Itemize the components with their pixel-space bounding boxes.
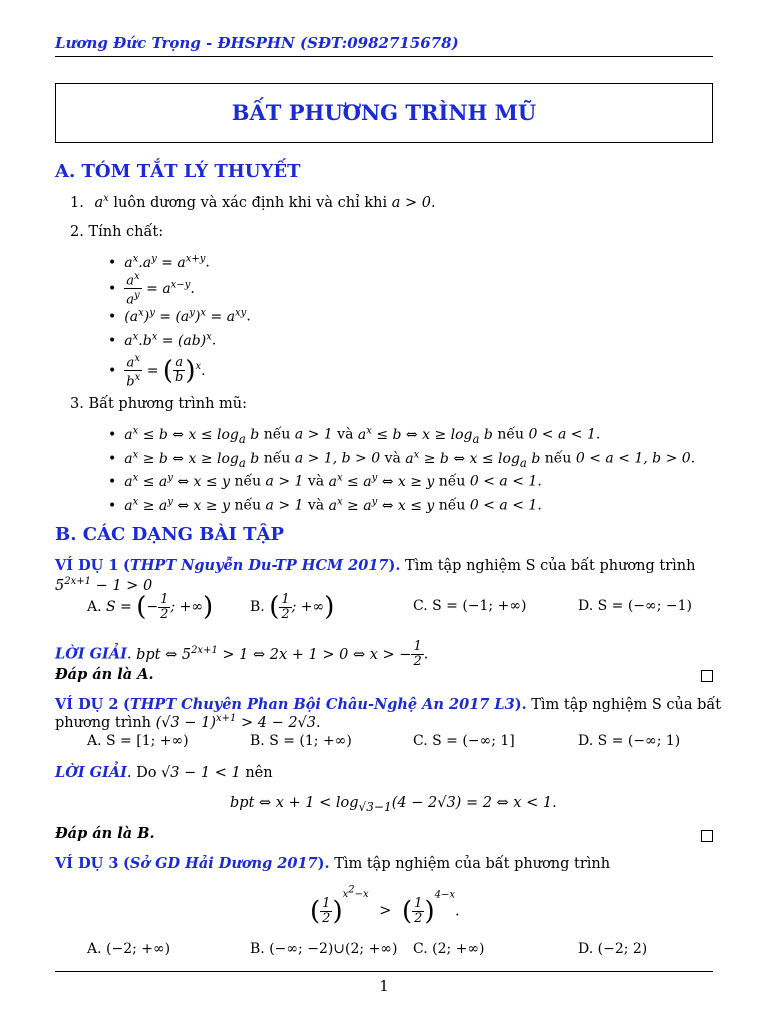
example-3-option-b: B. (−∞; −2)∪(2; +∞) <box>250 941 398 957</box>
qed-box-icon <box>701 830 713 842</box>
example-3-question: VÍ DỤ 3 (Sở GD Hải Dương 2017). Tìm tập nghiệm của bất phương trình <box>55 855 611 872</box>
example-1-solution: LỜI GIẢI. bpt ⇔ $5^{2x+1} > 1$ ⇔ 2x + 1 > 0 ⇔ x > − $\frac{1}{2}$ . <box>55 639 429 669</box>
example-1-option-a: A. S = (− $\frac{1}{2}$ ; +∞) <box>87 591 214 622</box>
theory-item-3: 3. Bất phương trình mũ: <box>70 396 247 412</box>
property-4: • $a^x.b^x = (ab)^x$. <box>108 331 216 349</box>
title-box <box>55 83 713 143</box>
example-2-answer: Đáp án là B. <box>55 825 155 842</box>
example-2-option-d: D. S = (−∞; 1) <box>578 733 681 749</box>
example-1-answer: Đáp án là A. <box>55 666 154 683</box>
property-3: • $(a^x)^y = (a^y)^x = a^{xy}$. <box>108 307 251 325</box>
page-header: Lương Đức Trọng - ĐHSPHN (SĐT:0982715678) <box>55 34 459 52</box>
example-3-expression: ( $\frac{1}{2}$ )$^{x^2-x}$ > ( $\frac{1}{2}$ )$^{4-x}$. <box>310 885 460 927</box>
property-5: • $\frac{a^x}{b^x}$ = ( $\frac{a}{b}$ )$^x$. <box>108 352 206 390</box>
example-1-expression: $5^{2x+1} - 1 > 0$ <box>55 576 153 594</box>
inequality-rule-3: • $a^x \le a^y$ ⇔ x ≤ y nếu a > 1 và $a^x \le a^y$ ⇔ x ≥ y nếu 0 < a < 1. <box>108 472 542 490</box>
property-1: • $a^x.a^y = a^{x+y}$. <box>108 253 210 271</box>
example-2-option-a: A. S = [1; +∞) <box>87 733 189 749</box>
inequality-rule-4: • $a^x \ge a^y$ ⇔ x ≥ y nếu a > 1 và $a^x \ge a^y$ ⇔ x ≤ y nếu 0 < a < 1. <box>108 496 542 514</box>
example-2-question: VÍ DỤ 2 (THPT Chuyên Phan Bội Châu-Nghệ An 2017 L3). Tìm tập nghiệm S của bất <box>55 696 722 713</box>
example-2-expression: phương trình $(√3 - 1)^{x+1} > 4 - 2√3$. <box>55 713 321 731</box>
section-a-heading: A. TÓM TẮT LÝ THUYẾT <box>55 161 301 182</box>
theory-item-1: 1. $a^x$ luôn dương và xác định khi và chỉ khi a > 0. <box>70 193 436 211</box>
page-number: 1 <box>379 977 389 995</box>
example-1-option-d: D. S = (−∞; −1) <box>578 598 692 614</box>
property-2: • $\frac{a^x}{a^y}$ = $a^{x-y}$. <box>108 270 195 308</box>
item1-text: luôn dương và xác định khi và chỉ khi <box>113 194 388 211</box>
inequality-rule-1: • $a^x \le b$ ⇔ $x \le \log_a b$ nếu a > 1 và $a^x \le b$ ⇔ $x \ge \log_a b$ nếu 0 < a < 1. <box>108 425 600 445</box>
example-3-option-c: C. (2; +∞) <box>413 941 485 957</box>
example-1-option-c: C. S = (−1; +∞) <box>413 598 527 614</box>
page-title: BẤT PHƯƠNG TRÌNH MŨ <box>231 100 537 125</box>
example-2-option-c: C. S = (−∞; 1] <box>413 733 515 749</box>
footer-rule <box>55 971 713 972</box>
example-1-question: VÍ DỤ 1 (THPT Nguyễn Du-TP HCM 2017). Tìm tập nghiệm S của bất phương trình <box>55 557 696 574</box>
example-1-option-b: B. ( $\frac{1}{2}$ ; +∞) <box>250 591 335 622</box>
example-3-option-d: D. (−2; 2) <box>578 941 648 957</box>
example-2-solution: LỜI GIẢI. Do √3 − 1 < 1 nên <box>55 764 273 781</box>
example-2-option-b: B. S = (1; +∞) <box>250 733 352 749</box>
section-b-heading: B. CÁC DẠNG BÀI TẬP <box>55 524 285 545</box>
theory-item-2: 2. Tính chất: <box>70 224 164 240</box>
item-number: 1. <box>70 194 84 211</box>
example-3-option-a: A. (−2; +∞) <box>87 941 171 957</box>
inequality-rule-2: • $a^x \ge b$ ⇔ $x \ge \log_a b$ nếu a > 1, b > 0 và $a^x \ge b$ ⇔ $x \le \log_a b$ nếu 0 < a < 1, b > 0. <box>108 449 695 469</box>
qed-box-icon <box>701 670 713 682</box>
example-2-derivation: bpt ⇔ $x + 1 < \log_{√3-1}(4 - 2√3) = 2$ ⇔ x < 1. <box>230 795 557 814</box>
header-rule <box>55 56 713 57</box>
